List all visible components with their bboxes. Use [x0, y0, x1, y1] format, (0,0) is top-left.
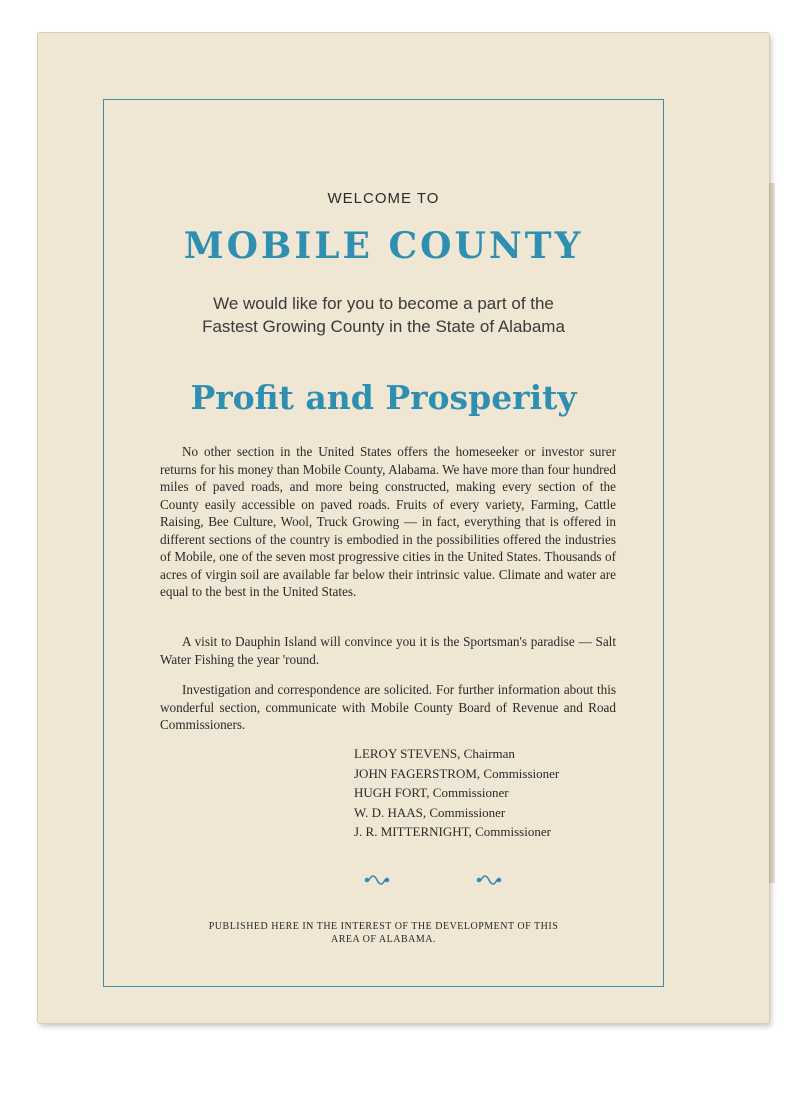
signer-commissioner: HUGH FORT, Commissioner [354, 785, 509, 800]
paragraph-dauphin-island: A visit to Dauphin Island will convince you it is the Sportsman's paradise — Salt Water Fishing the year 'round. [160, 634, 616, 667]
lead-line-1: We would like for you to become a part of the [213, 294, 554, 313]
lead-line-2: Fastest Growing County in the State of Alabama [202, 317, 565, 336]
lead-text [104, 292, 663, 338]
paragraph-contact: Investigation and correspondence are solicited. For further information about this wonderful section, communicate with Mobile County Board of Revenue and Road Commissioners. [160, 682, 616, 732]
back-cover-page [38, 33, 769, 1023]
page-border-frame [103, 99, 664, 987]
publisher-note [104, 920, 663, 946]
ornament-flourish-icon [359, 868, 509, 888]
publisher-note-line-1: PUBLISHED HERE IN THE INTEREST OF THE DEVELOPMENT OF THIS [208, 921, 559, 932]
publisher-note-line-2: AREA OF ALABAMA. [331, 934, 436, 945]
welcome-heading: WELCOME TO [327, 190, 440, 207]
signer-commissioner: W. D. HAAS, Commissioner [354, 804, 506, 820]
signer-chairman: LEROY STEVENS, Chairman [354, 746, 515, 761]
paragraph-intro: No other section in the United States offers the homeseeker or investor surer returns for his money than Mobile County, Alabama. We have more than four hundred miles of paved roads, and more being constructed, making every section of the County easily accessible on paved roads. Fruits of every variety, Farming, Cattle Raising, Bee Culture, Wool, Truck Growing — in fact, everything that is offered in different sections of the country is embodied in the possibilities offered the industries of Mobile, one of the seven most progressive cities in the United States. Thousands of acres of virgin soil are available far below their intrinsic value. Climate and water are equal to the best in the United States. [160, 444, 616, 599]
signer-list [354, 744, 559, 842]
county-title: MOBILE COUNTY [183, 225, 584, 267]
headline: Profit and Prosperity [190, 378, 577, 417]
signer-commissioner: JOHN FAGERSTROM, Commissioner [354, 765, 560, 781]
signer-commissioner: J. R. MITTERNIGHT, Commissioner [354, 824, 551, 839]
